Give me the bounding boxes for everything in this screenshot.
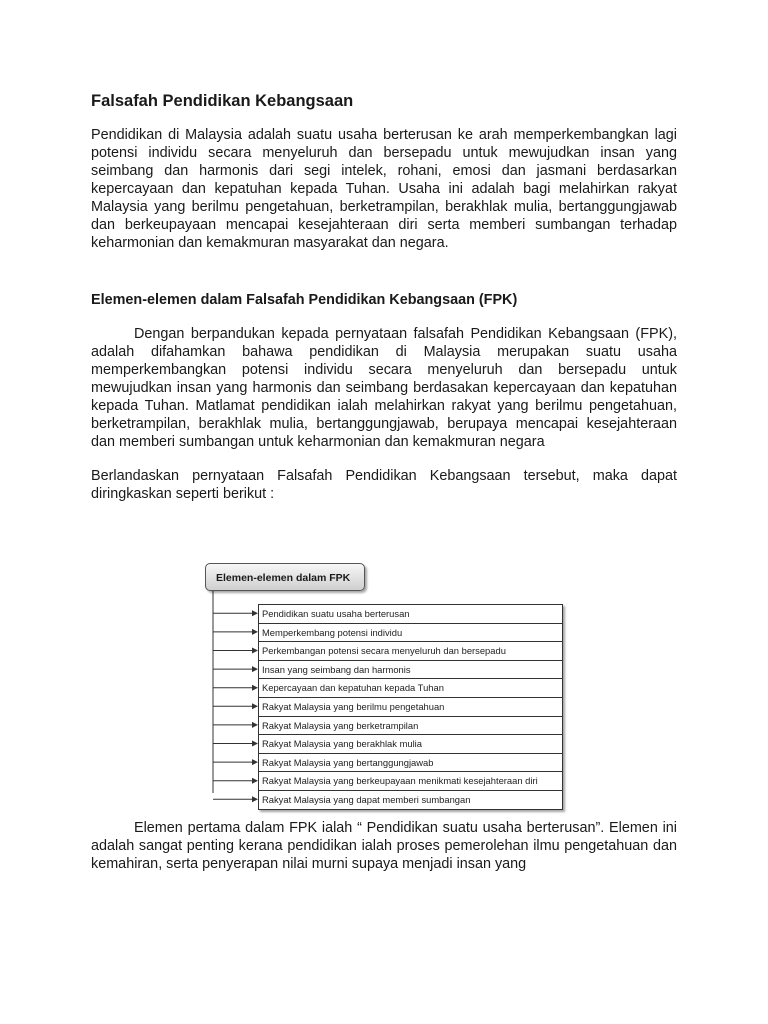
diagram-item: Rakyat Malaysia yang berilmu pengetahuan [259,698,562,717]
diagram-item: Memperkembang potensi individu [259,624,562,643]
fpk-elements-diagram [205,563,565,813]
section-heading: Elemen-elemen dalam Falsafah Pendidikan Kebangsaan (FPK) [91,292,518,308]
diagram-item: Insan yang seimbang dan harmonis [259,661,562,680]
document-title: Falsafah Pendidikan Kebangsaan [91,92,354,110]
paragraph-intro: Pendidikan di Malaysia adalah suatu usaha berterusan ke arah memperkembangkan lagi potensi individu secara menyeluruh dan bersepadu untuk mewujudkan insan yang seimbang dan harmonis dari segi intelek, rohani, emosi dan jasmani berdasarkan kepercayaan dan kepatuhan kepada Tuhan. Usaha ini adalah bagi melahirkan rakyat Malaysia yang berilmu pengetahuan, berketrampilan, berakhlak mulia, bertanggungjawab dan berkeupayaan mencapai kesejahteraan diri serta memberi sumbangan terhadap keharmonian dan kemakmuran masyarakat dan negara. [91,127,677,251]
paragraph-first-element: Elemen pertama dalam FPK ialah “ Pendidikan suatu usaha berterusan”. Elemen ini adalah sangat penting kerana pendidikan ialah proses pemerolehan ilmu pengetahuan dan kemahiran, serta penyerapan nilai murni supaya menjadi insan yang [91,820,677,872]
diagram-item: Rakyat Malaysia yang berakhlak mulia [259,735,562,754]
diagram-item: Pendidikan suatu usaha berterusan [259,605,562,624]
diagram-item: Rakyat Malaysia yang bertanggungjawab [259,754,562,773]
diagram-item: Perkembangan potensi secara menyeluruh dan bersepadu [259,642,562,661]
diagram-list [258,604,563,810]
diagram-item: Kepercayaan dan kepatuhan kepada Tuhan [259,679,562,698]
document-page-continued [91,819,677,873]
diagram-item: Rakyat Malaysia yang berketrampilan [259,717,562,736]
diagram-item: Rakyat Malaysia yang berkeupayaan menikmati kesejahteraan diri [259,772,562,791]
paragraph-summary: Berlandaskan pernyataan Falsafah Pendidikan Kebangsaan tersebut, maka dapat diringkaskan seperti berikut : [91,468,677,502]
diagram-item: Rakyat Malaysia yang dapat memberi sumbangan [259,791,562,810]
diagram-header: Elemen-elemen dalam FPK [205,563,365,591]
paragraph-elements: Dengan berpandukan kepada pernyataan falsafah Pendidikan Kebangsaan (FPK), adalah difahamkan bahawa pendidikan di Malaysia merupakan suatu usaha memperkembangkan potensi individu secara menyeluruh dan bersepadu untuk mewujudkan insan yang harmonis dan seimbang berdasakan kepercayaan dan kepatuhan kepada Tuhan. Matlamat pendidikan ialah melahirkan rakyat yang berilmu pengetahuan, berketrampilan, berakhlak mulia, bertanggungjawab, berupaya mencapai kesejahteraan dan memberi sumbangan untuk keharmonian dan kemakmuran negara [91,326,677,450]
document-page [91,90,677,503]
